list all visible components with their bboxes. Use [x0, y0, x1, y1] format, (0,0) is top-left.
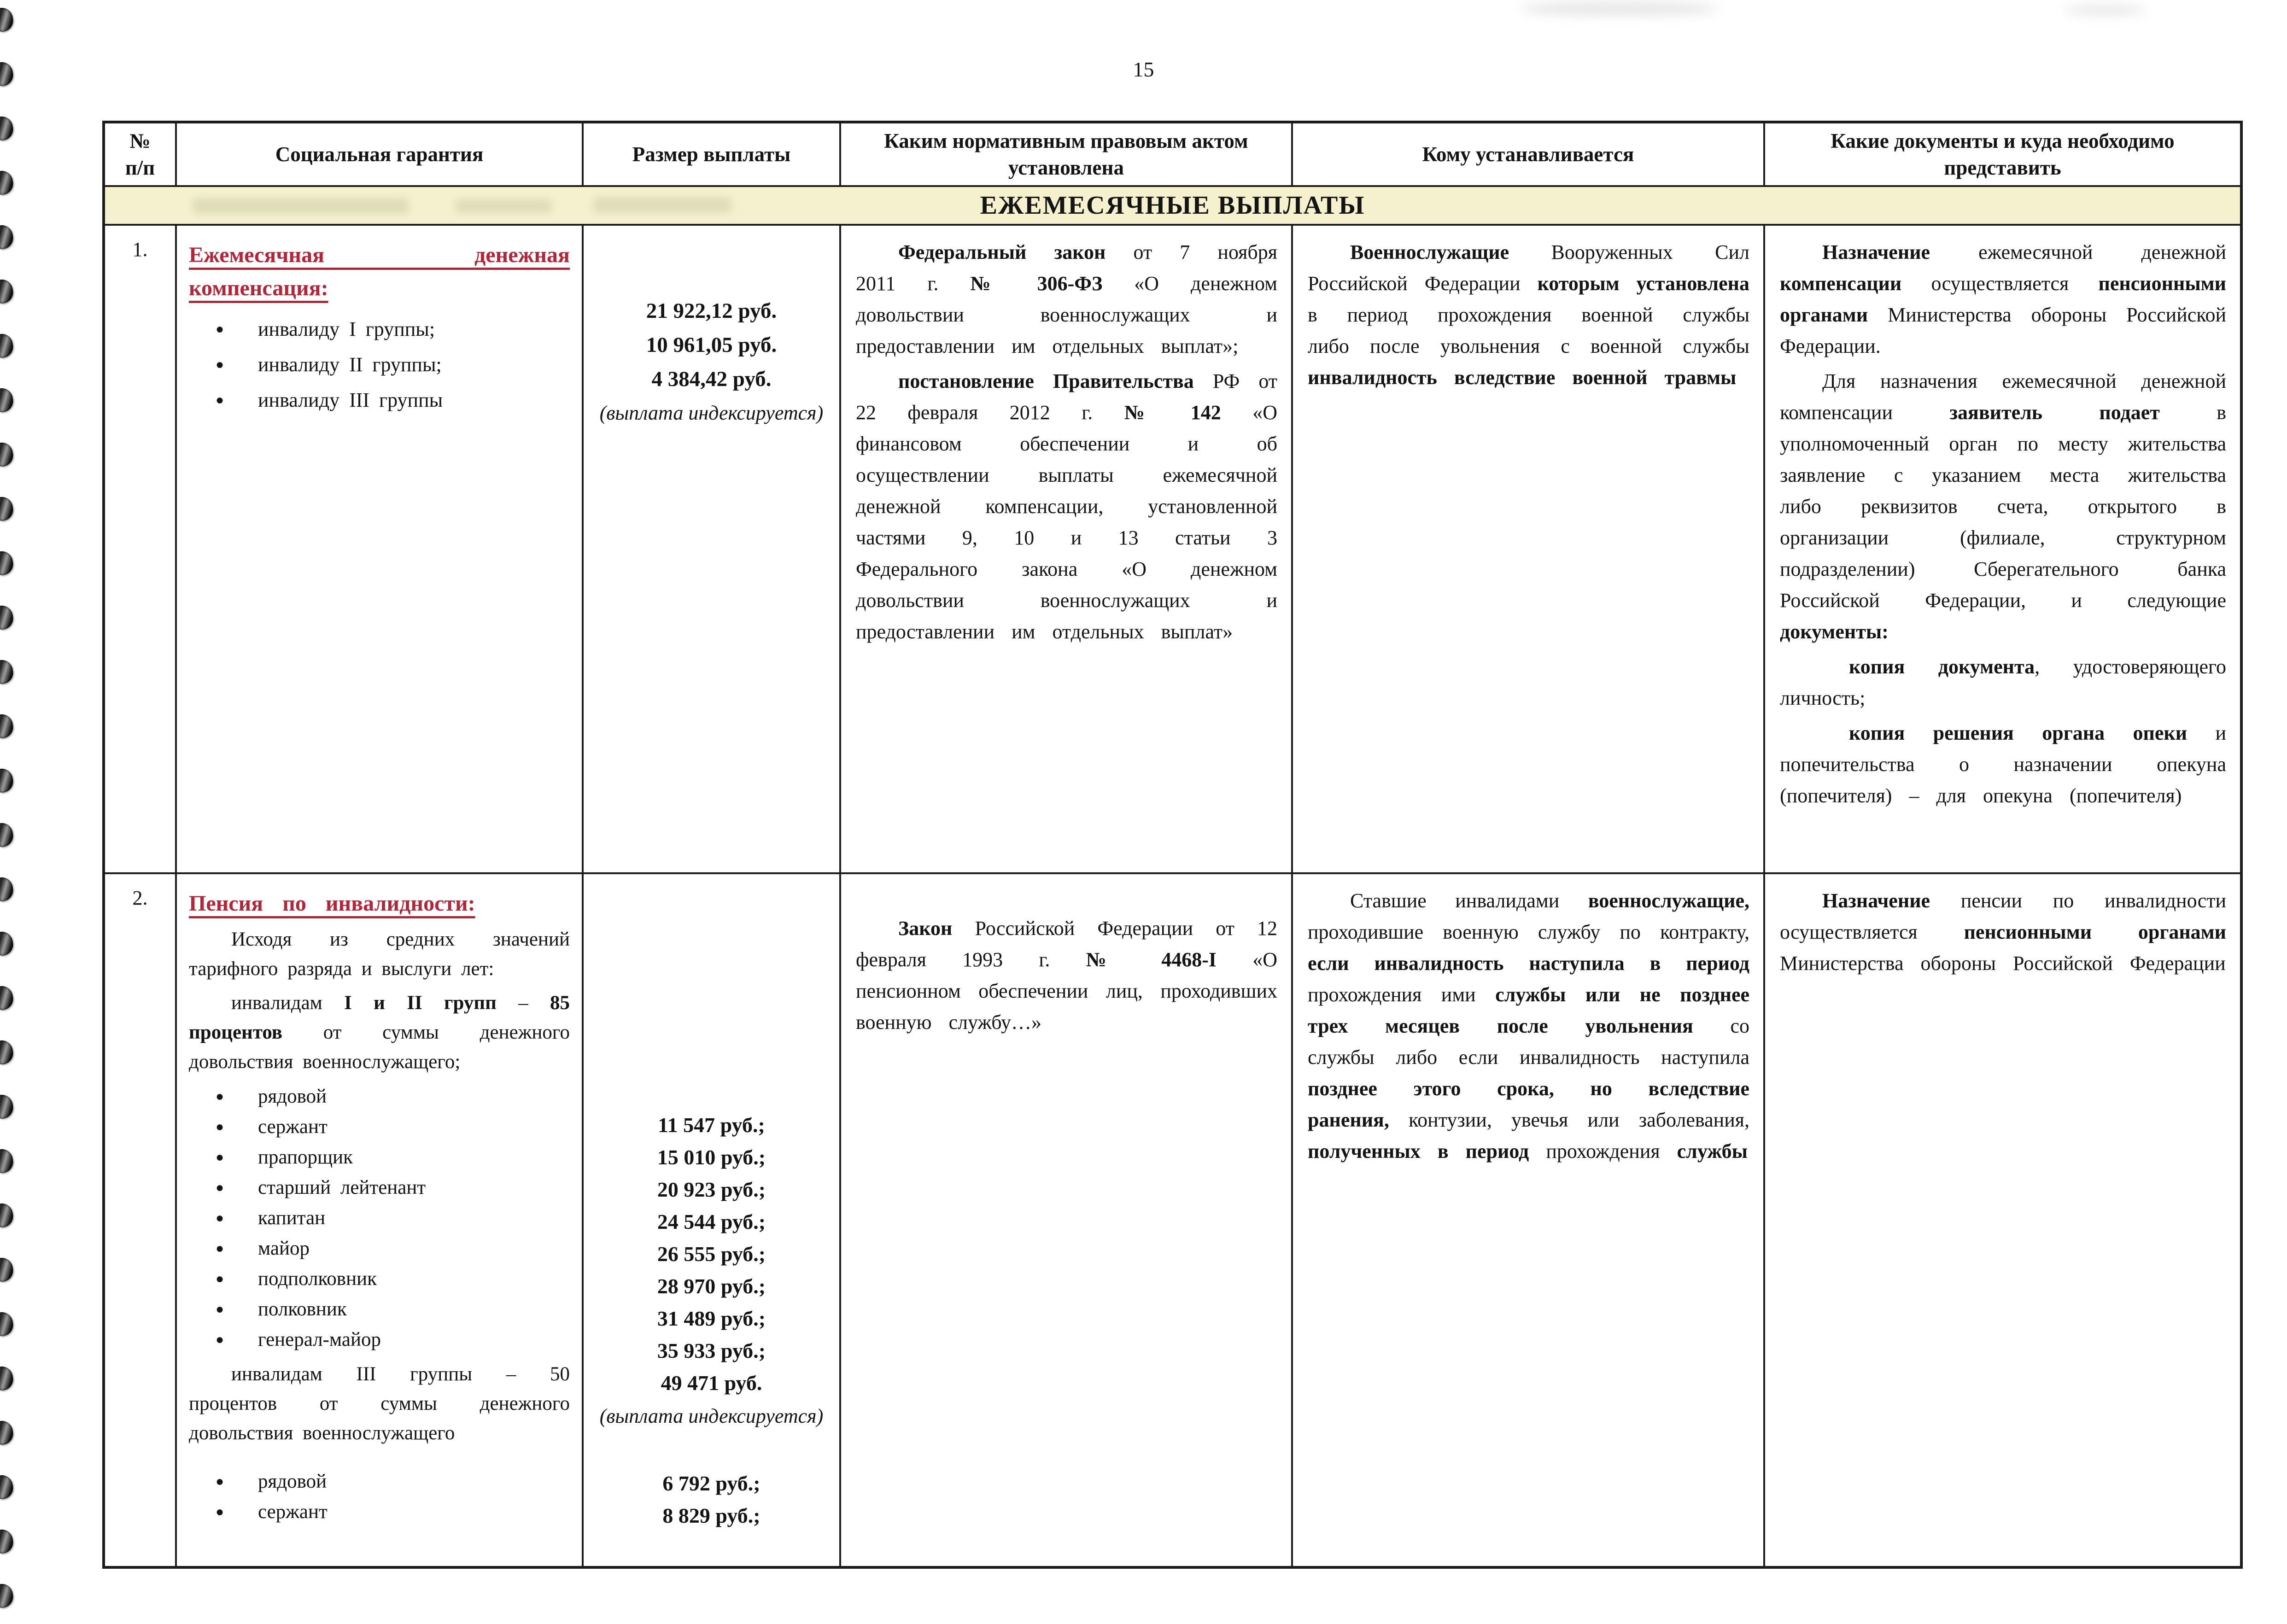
amount-note: (выплата индексируется) [599, 1405, 824, 1427]
row1-guarantee-text [177, 226, 582, 418]
guarantee-title [189, 887, 570, 920]
binding-ring [0, 876, 15, 902]
binding-ring [0, 333, 15, 359]
text-segment: РФ от 22 февраля 2012 г. [856, 370, 1277, 424]
binding-ring [0, 61, 15, 87]
row2-act-cell [841, 874, 1291, 1566]
text-segment: Вооруженных Сил Российской Федерации [1308, 241, 1749, 295]
text-segment: компенсации [1780, 272, 1902, 295]
binding-ring [0, 496, 15, 522]
text-segment: – [496, 992, 550, 1014]
text-segment: I и II групп [344, 992, 497, 1014]
text-segment: Ставшие инвалидами [1350, 889, 1588, 912]
amount-value: 6 792 руб.; [662, 1472, 760, 1495]
text-segment: которым установлена [1537, 272, 1749, 295]
list-item: ● генерал-майор [189, 1325, 570, 1355]
row2-amount-cell [584, 874, 839, 1566]
text-segment: пенсии по инвалидности осуществляется [1780, 889, 2226, 943]
paragraph [1780, 718, 2226, 812]
text-segment: и попечительства о назначении опекуна (попечителя) – для опекуна (попечителя) [1780, 722, 2226, 807]
header-amount: Размер выплаты [584, 123, 839, 185]
paragraph [1780, 366, 2226, 648]
amount-value: 26 555 руб.; [657, 1242, 766, 1266]
scan-artifact [593, 197, 731, 213]
binding-ring [0, 1256, 15, 1283]
row2-number: 2. [105, 874, 175, 1566]
amount-value: 10 961,05 руб. [646, 333, 777, 357]
row1-number: 1. [105, 226, 175, 872]
text-segment: Для назначения ежемесячной денежной компенсации [1780, 370, 2226, 424]
row2-guarantee-text [177, 874, 582, 1527]
text-segment: № 142 [1124, 401, 1221, 424]
binding-ring [0, 169, 15, 196]
header-num [105, 123, 175, 185]
text-segment: в период прохождения военной службы либо после увольнения с военной службы [1308, 304, 1749, 357]
list-item: ● инвалиду III группы [189, 382, 570, 418]
list-item: ● рядовой [189, 1466, 570, 1497]
list-item: ● полковник [189, 1294, 570, 1325]
text-segment: позднее этого срока, но вследствие ранения, [1308, 1077, 1749, 1131]
text-segment: «О финансовом обеспечении и об осуществлении выплаты ежемесячной денежной компенсации, установленной частями 9, 10 и 13 статьи 3 Федерального закона «О денежном довольствии военнослужащих и предоставлении им отдельных выплат» [856, 401, 1277, 643]
text-segment: постановление Правительства [898, 370, 1194, 392]
paragraph [1780, 651, 2226, 714]
text-segment: копия документа [1849, 655, 2035, 678]
text-segment: Ежемесячная денежная компенсация: [189, 243, 570, 300]
header-docs: Какие документы и куда необходимо представить [1765, 123, 2240, 185]
binding-ring [0, 6, 15, 33]
amount-values-group3 [584, 1467, 839, 1532]
list-item: ● сержант [189, 1497, 570, 1527]
text-segment: копия решения органа опеки [1849, 722, 2188, 744]
paragraph [1308, 885, 1749, 1167]
text-segment: Назначение [1822, 241, 1930, 263]
binding-ring [0, 1420, 15, 1446]
paragraph [1780, 237, 2226, 362]
text-segment: проходившие военную службу по контракту, [1308, 921, 1749, 943]
text-segment: пенсионными органами [1964, 921, 2226, 943]
text-segment: от 7 ноября 2011 г. [856, 241, 1277, 295]
text-segment: в уполномоченный орган по месту жительства заявление с указанием места жительства либо реквизитов счета, открытого в организации (филиале, структурном подразделении) Сберегательного банка Российской Федерации, и следующие [1780, 401, 2227, 612]
amount-note: (выплата индексируется) [599, 402, 824, 424]
text-segment: военнослужащие, [1588, 889, 1749, 912]
binding-ring [0, 930, 15, 957]
row1-act-cell [841, 226, 1291, 872]
paragraph [856, 913, 1277, 1038]
binding-ring [0, 1311, 15, 1337]
row1-guarantee-cell [177, 226, 582, 872]
text-segment: от суммы денежного довольствия военнослужащего; [189, 1022, 570, 1073]
amount-value: 20 923 руб.; [657, 1178, 766, 1201]
list-item: ● рядовой [189, 1081, 570, 1112]
paragraph [1780, 885, 2226, 979]
list-item: ● майор [189, 1233, 570, 1264]
binding-ring [0, 713, 15, 739]
text-segment: прохождения ими [1308, 983, 1496, 1006]
scan-artifact [2064, 6, 2147, 15]
section-banner [105, 187, 2240, 224]
header-num-line1: № [129, 129, 151, 152]
text-segment: прохождения [1529, 1140, 1677, 1163]
guarantee-title [189, 239, 570, 305]
text-segment: заявитель подает [1949, 401, 2160, 424]
section-banner-title: ЕЖЕМЕСЯЧНЫЕ ВЫПЛАТЫ [980, 191, 1365, 220]
text-segment: документы: [1780, 620, 1889, 643]
row2-who-text [1293, 874, 1763, 1167]
disability-groups-list [189, 311, 570, 418]
paragraph [856, 237, 1277, 362]
binding-ring [0, 387, 15, 413]
list-item: ● сержант [189, 1112, 570, 1142]
amount-value: 35 933 руб.; [657, 1339, 766, 1362]
text-segment: ежемесячной денежной [1930, 241, 2226, 263]
page-number: 15 [1133, 58, 1154, 81]
amount-value: 24 544 руб.; [657, 1210, 766, 1233]
header-guarantee: Социальная гарантия [177, 123, 582, 185]
paragraph [189, 988, 570, 1077]
text-segment: Министерства обороны Российской Федерации. [1780, 304, 2226, 357]
header-who: Кому устанавливается [1293, 123, 1763, 185]
list-item: ● капитан [189, 1203, 570, 1233]
binding-ring [0, 1039, 15, 1065]
text-segment: «О пенсионном обеспечении лиц, проходивших военную службу…» [856, 948, 1278, 1034]
text-segment: Закон [898, 917, 953, 940]
row2-act-text [841, 874, 1291, 1038]
social-guarantees-table [102, 121, 2243, 1569]
amount-value: 28 970 руб.; [657, 1274, 766, 1298]
binding-ring [0, 550, 15, 576]
scan-artifact [455, 199, 552, 213]
binding-ring [0, 1528, 15, 1554]
text-segment: 85 процентов [189, 992, 570, 1043]
row2-docs-text [1765, 874, 2240, 979]
header-act: Каким нормативным правовым актом установлена [841, 123, 1291, 185]
text-segment: Пенсия по инвалидности: [189, 891, 475, 916]
binding-ring [0, 278, 15, 304]
row2-who-cell [1293, 874, 1763, 1566]
text-segment: контузии, увечья или заболевания, [1389, 1109, 1749, 1131]
amount-value: 49 471 руб. [661, 1371, 762, 1395]
list-item: ● старший лейтенант [189, 1173, 570, 1203]
binding-ring [0, 1474, 15, 1500]
paragraph: Исходя из средних значений тарифного разряда и выслуги лет: [189, 929, 570, 980]
text-segment: инвалидам [231, 992, 345, 1014]
row1-who-text [1293, 226, 1763, 393]
text-segment: Назначение [1822, 889, 1930, 912]
text-segment: Российской Федерации от 12 февраля 1993 г. [856, 917, 1277, 971]
row1-docs-text [1765, 226, 2240, 812]
amount-value: 15 010 руб.; [657, 1145, 766, 1169]
text-segment: если инвалидность наступила в период [1308, 952, 1749, 975]
header-num-line2: п/п [125, 156, 155, 179]
binding-ring [0, 767, 15, 794]
text-segment: пенсионными органами [1780, 272, 2226, 326]
text-segment: инвалидность вследствие военной травмы [1308, 366, 1737, 389]
row2-docs-cell [1765, 874, 2240, 1566]
binding-ring [0, 985, 15, 1011]
text-segment: осуществляется [1901, 272, 2099, 295]
text-segment: службы или не позднее трех месяцев после увольнения [1308, 983, 1750, 1037]
row1-docs-cell [1765, 226, 2240, 872]
binding-ring [0, 115, 15, 141]
paragraph [1308, 237, 1749, 393]
binding-ring [0, 1093, 15, 1120]
amount-value: 11 547 руб.; [658, 1113, 765, 1137]
binding-ring [0, 1365, 15, 1391]
amount-value: 31 489 руб.; [657, 1307, 766, 1330]
binding-ring [0, 604, 15, 631]
amount-value: 21 922,12 руб. [646, 299, 777, 323]
text-segment: № 4468-I [1086, 948, 1217, 971]
amount-value: 8 829 руб.; [662, 1504, 760, 1527]
scan-artifact [1520, 2, 1718, 16]
paragraph: инвалидам III группы – 50 процентов от суммы денежного довольствия военнослужащего [189, 1363, 570, 1444]
text-segment: , удостоверяющего личность; [1780, 655, 2226, 709]
text-segment: со службы либо если инвалидность наступила [1308, 1015, 1749, 1069]
list-item: ● инвалиду II группы; [189, 347, 570, 382]
row1-who-cell [1293, 226, 1763, 872]
list-item: ● подполковник [189, 1264, 570, 1294]
amount-value: 4 384,42 руб. [651, 367, 772, 391]
ranks-list [189, 1081, 570, 1355]
paragraph [856, 366, 1277, 648]
spiral-binding [0, 0, 29, 1624]
text-segment: «О денежном довольствии военнослужащих и предоставлении им отдельных выплат»; [856, 272, 1277, 357]
scan-artifact [193, 198, 409, 214]
row1-act-text [841, 226, 1291, 648]
text-segment: службы [1677, 1140, 1748, 1163]
text-segment: Федеральный закон [898, 241, 1106, 263]
text-segment: полученных в период [1308, 1140, 1529, 1163]
text-segment: Военнослужащие [1350, 241, 1509, 263]
text-segment: Министерства обороны Российской Федерации [1780, 952, 2226, 975]
binding-ring [0, 1583, 15, 1609]
list-item: ● инвалиду I группы; [189, 311, 570, 347]
binding-ring [0, 224, 15, 250]
binding-ring [0, 822, 15, 848]
ranks-list-2 [189, 1466, 570, 1527]
binding-ring [0, 659, 15, 685]
text-segment: № 306-ФЗ [970, 272, 1103, 295]
binding-ring [0, 1148, 15, 1174]
row1-amount-cell [584, 226, 839, 872]
binding-ring [0, 1202, 15, 1228]
row2-guarantee-cell [177, 874, 582, 1566]
binding-ring [0, 441, 15, 467]
list-item: ● прапорщик [189, 1142, 570, 1173]
